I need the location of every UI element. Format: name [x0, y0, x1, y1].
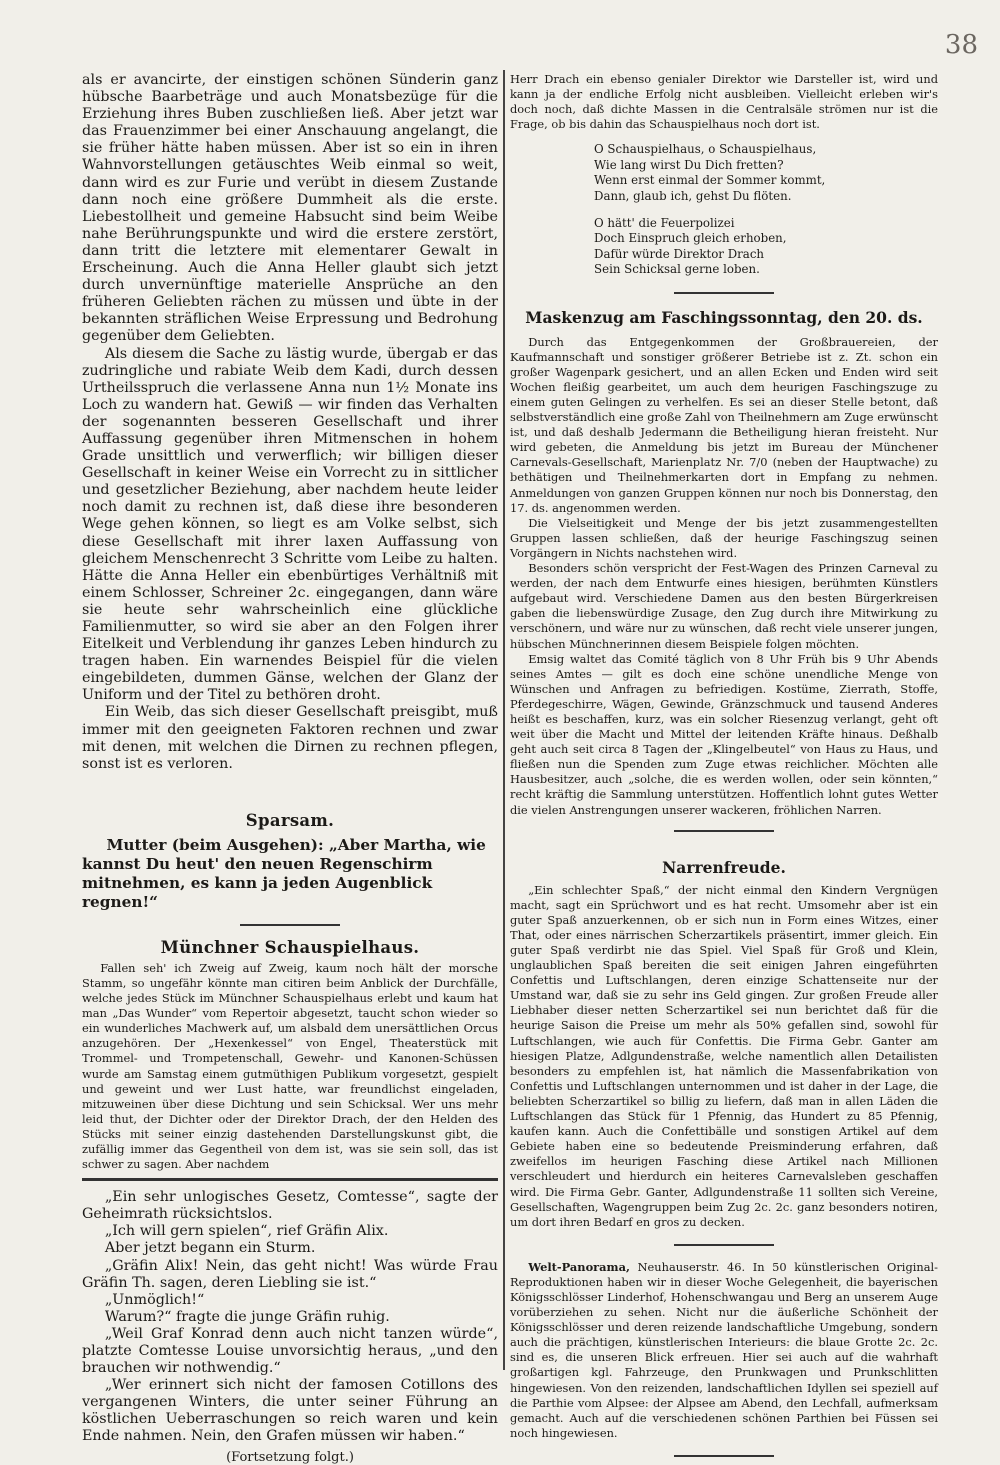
poem-line: O Schauspielhaus, o Schauspielhaus, — [594, 142, 817, 157]
narrenfreude-text: „Ein schlechter Spaß,“ der nicht einmal den Kindern Vergnügen macht, sagt ein Sprüchwort und es hat recht. Umsomehr aber ist ein guter Spaß anzuerkennen, ob er sich nun in Form eines Witzes, einer That, oder eines närrischen Scherzartikels präsentirt, immer gleich. Ein guter Spaß verdirbt nie das Spiel. Viel Spaß für Groß und Klein, unglaublichen Spaß bereiten die seit einigen Jahren eingeführten Confettis und Luftschlangen, deren einzige Schattenseite nur der Umstand war, daß sie zu sehr ins Geld gingen. Zur großen Freude aller Liebhaber dieser netten Scherzartikel sei nun berichtet daß für die heurige Saison die Preise um mehr als 50% gefallen sind, sowohl für Luftschlangen, wie auch für Confettis. Die Firma Gebr. Ganter am hiesigen Platze, Adlgundenstraße, welche namentlich allen Detailisten besonders zu empfehlen ist, hat nämlich die Massenfabrikation von Confettis und Luftschlangen unternommen und ist daher in der Lage, die beliebten Scherzartikel so billig zu liefern, daß man in allen Läden die Luftschlangen das Stück für 1 Pfennig, das Hundert zu 85 Pfennig, kaufen kann. Auch die Confettibälle und sonstigen Artikel auf dem Gebiete haben eine so bedeutende Preisminderung erfahren, daß zweifellos im heurigen Fasching diese Artikel nach Millionen verschleudert und hierdurch ein heiteres Carnevalsleben geschaffen wird. Die Firma Gebr. Ganter, Adlgundenstraße 11 sollten sich Vereine, Gesellschaften, Wagengruppen beim Zug 2c. 2c. ganz besonders notiren, um dort ihren Bedarf en gros zu decken. — [510, 882, 938, 1229]
column-divider — [503, 70, 505, 1370]
story-line: „Wer erinnert sich nicht der famosen Cotillons des vergangenen Winters, die unter seiner Führung an köstlichen Ueberraschungen so reich waren und kein Ende nahmen. Nein, den Grafen müssen wir haben.“ — [82, 1377, 498, 1445]
story-line: Warum?“ fragte die junge Gräfin ruhig. — [104, 1308, 390, 1325]
welt-panorama-text — [510, 1260, 938, 1441]
story-line: „Unmöglich!“ — [104, 1291, 205, 1308]
story-paragraph: Ein Weib, das sich dieser Gesellschaft preisgibt, muß immer mit den geeigneten Faktoren rechnen und zwar mit denen, mit welchen die Dirnen zu rechnen pflegen, sonst ist es verloren. — [82, 704, 498, 772]
story-line: „Ein sehr unlogisches Gesetz, Comtesse“, sagte der Geheimrath rücksichtslos. — [82, 1189, 498, 1223]
story-line: „Gräfin Alix! Nein, das geht nicht! Was würde Frau Gräfin Th. sagen, deren Liebling sie ist.“ — [82, 1257, 498, 1291]
schauspielhaus-text: Fallen seh' ich Zweig auf Zweig, kaum noch hält der morsche Stamm, so ungefähr könnte man citiren beim Anblick der Durchfälle, welche jedes Stück im Münchner Schauspielhaus erlebt und kaum hat man „Das Wunder“ vom Repertoir abgesetzt, taucht schon wieder so ein wunderliches Machwerk auf, um alsbald dem unersättlichen Orcus anzugehören. Der „Hexenkessel“ von Engel, Theaterstück mit Trommel- und Trompetenschall, Gewehr- und Kanonen-Schüssen wurde am Samstag einem gutmüthigen Publikum vorgesetzt, gespielt und geweint und wer Lust hatte, war freundlichst eingeladen, mitzuweinen über diese Dichtung und sein Schicksal. Wer uns mehr leid thut, der Dichter oder der Direktor Drach, der den Helden des Stücks mit seiner einzig dastehenden Darstellungskunst gibt, die zufällig immer das Gegentheil von dem ist, was sie sein soll, das ist schwer zu sagen. Aber nachdem — [82, 960, 498, 1172]
poem-line: Doch Einspruch gleich erhoben, — [594, 231, 787, 246]
poem-line: Wenn erst einmal der Sommer kommt, — [594, 173, 826, 188]
story-paragraph: als er avancirte, der einstigen schönen Sünderin ganz hübsche Baarbeträge und auch Monatsbezüge für die Erziehung ihres Buben zuschließen ließ. Aber jetzt war das Frauenzimmer bei einer Anschauung angelangt, die sie früher hätte haben müssen. Aber ist so ein in ihren Wahnvorstellungen getäuschtes Weib einmal so weit, dann wird es zur Furie und verübt in diesem Zustande dann noch eine größere Dummheit als die erste. Liebestollheit und gemeine Habsucht sind beim Weibe nahe Berührungspunkte und wird die erstere zerstört, dann tritt die letztere mit elementarer Gewalt in Erscheinung. Auch die Anna Heller glaubt sich jetzt durch unvernünftige materielle Ansprüche an den früheren Geliebten rächen zu müssen und übte in der bekannten sträflichen Weise Erpressung und Bedrohung gegenüber dem Geliebten. — [82, 72, 498, 345]
sparsam-title: Sparsam. — [245, 810, 335, 830]
welt-panorama-lead: Welt-Panorama, — [528, 1259, 630, 1274]
right-column — [510, 72, 938, 1457]
left-column — [82, 72, 498, 1465]
maskenzug-title: Maskenzug am Faschingssonntag, den 20. ds. — [525, 307, 923, 327]
poem-line: Wie lang wirst Du Dich fretten? — [594, 157, 784, 172]
story-paragraph: Als diesem die Sache zu lästig wurde, übergab er das zudringliche und rabiate Weib dem Kadi, durch dessen Urtheilsspruch die verlassene Anna nun 1½ Monate ins Loch zu wandern hat. Gewiß — wir finden das Verhalten der sogenannten besseren Gesellschaft und ihrer Auffassung gegenüber ihren Mitmenschen in hohem Grade unsittlich und verwerflich; wir billigen dieser Gesellschaft in keiner Weise ein Vorrecht zu in sittlicher und gesetzlicher Beziehung, aber nachdem heute leider noch damit zu rechnen ist, daß diese ihre besonderen Wege gehen können, so liegt es am Volke selbst, sich diese Gesellschaft mit ihrer laxen Auffassung von gleichem Menschenrecht 3 Schritte vom Leibe zu halten. Hätte die Anna Heller ein ebenbürtiges Verhältniß mit einem Schlosser, Schreiner 2c. eingegangen, dann wäre sie heute sehr wahrscheinlich eine glückliche Familienmutter, so wird sie aber an den Folgen ihrer Eitelkeit und Verblendung ihr ganzes Leben hindurch zu tragen haben. Ein warnendes Beispiel für die vielen eingebildeten, dummen Gänse, welchen der Glanz der Uniform und der Titel zu bethören droht. — [82, 345, 498, 704]
story-line: „Weil Graf Konrad denn auch nicht tanzen würde“, platzte Comtesse Louise unvorsichtig heraus, „und den brauchen wir nothwendig.“ — [82, 1325, 498, 1377]
welt-panorama-body: Neuhauserstr. 46. In 50 künstlerischen Original-Reproduktionen haben wir in dieser Woche Gelegenheit, die bayerischen Königsschlösser Linderhof, Hohenschwangau und Berg an unserem Auge vorüberziehen zu sehen. Nicht nur die äußerliche Schönheit der Königsschlösser und deren reizende landschaftliche Umgebung, sondern auch die prächtigen, künstlerischen Interieurs: die blaue Grotte 2c. 2c. sind es, die unseren Blick erfreuen. Hier sei auch auf die wahrhaft großartigen kgl. Fahrzeuge, den Prunkwagen und Prunkschlitten hingewiesen. Von den reizenden, landschaftlichen Idyllen sei speziell auf die Parthie vom Alpsee: der Alpsee am Abend, den Lechfall, aufmerksam gemacht. Auch auf die verschiedenen schönen Parthien bei Füssen sei noch hingewiesen. — [510, 1259, 938, 1440]
story-line: Aber jetzt begann ein Sturm. — [104, 1240, 316, 1257]
sparsam-joke: Mutter (beim Ausgehen): „Aber Martha, wie kannst Du heut' den neuen Regenschirm mitnehmen, es kann ja jeden Augenblick regnen!“ — [82, 835, 486, 911]
section-divider — [674, 1455, 774, 1457]
maskenzug-paragraph: Emsig waltet das Comité täglich von 8 Uhr Früh bis 9 Uhr Abends seines Amtes — gilt es doch eine schöne unendliche Menge von Wünschen und Anfragen zu befriedigen. Kostüme, Zierrath, Stoffe, Pferdegeschirre, Wägen, Gewinde, Gränzschmuck und tausend Anderes heißt es beschaffen, kurz, was ein solcher Riesenzug verlangt, geht oft weit über die Macht und Mittel der leitenden Kräfte hinaus. Deßhalb geht auch seit circa 8 Tagen der „Klingelbeutel“ von Haus zu Haus, und fließen nun die Spenden zum Zuge etwas reichlicher. Möchten alle Hausbesitzer, auch „solche, die es werden wollen, oder sein könnten,“ recht kräftig die Sammlung unterstützen. Hoffentlich lohnt gutes Wetter die vielen Anstrengungen unserer wackeren, fröhlichen Narren. — [510, 651, 938, 817]
maskenzug-paragraph: Die Vielseitigkeit und Menge der bis jetzt zusammengestellten Gruppen lassen schließen, daß der heurige Faschingszug seinen Vorgängern in Nichts nachstehen wird. — [510, 515, 938, 560]
poem-line: Dafür würde Direktor Drach — [594, 246, 765, 261]
maskenzug-paragraph: Besonders schön verspricht der Fest-Wagen des Prinzen Carneval zu werden, der nach dem Entwurfe eines hiesigen, berühmten Künstlers aufgebaut wird. Verschiedene Damen aus den besten Bürgerkreisen gaben die liebenswürdige Zusage, den Zug durch ihre Mitwirkung zu verschönern, und wäre nur zu wünschen, daß recht viele unserer jungen, hübschen Münchnerinnen diesem Beispiele folgen möchten. — [510, 561, 938, 651]
narrenfreude-title: Narrenfreude. — [662, 857, 786, 877]
continued-label: (Fortsetzung folgt.) — [226, 1449, 354, 1465]
maskenzug-paragraph: Durch das Entgegenkommen der Großbrauereien, der Kaufmannschaft und sonstiger größerer Betriebe ist z. Zt. schon ein großer Wagenpark gesichert, und an allen Ecken und Enden wird seit Wochen fleißig gearbeitet, um auch dem heurigen Faschingszuge zu einem guten Gelingen zu verhelfen. Es sei an dieser Stelle betont, daß selbstverständlich eine große Zahl von Theilnehmern am Zuge erwünscht ist, und daß deshalb Jedermann die Betheiligung hieran freisteht. Nur wird gebeten, die Anmeldung bis jetzt im Bureau der Münchener Carnevals-Gesellschaft, Marienplatz Nr. 7/0 (neben der Hauptwache) zu bethätigen und Theilnehmerkarten dort in Empfang zu nehmen. Anmeldungen von ganzen Gruppen können nur noch bis Donnerstag, den 17. ds. angenommen werden. — [510, 334, 938, 515]
poem-line: Sein Schicksal gerne loben. — [594, 262, 760, 277]
poem-line: O hätt' die Feuerpolizei — [594, 216, 735, 230]
story-line: „Ich will gern spielen“, rief Gräfin Alix. — [104, 1223, 389, 1240]
schauspielhaus-title: Münchner Schauspielhaus. — [160, 937, 420, 957]
page-number: 38 — [944, 30, 978, 60]
poem-line: Dann, glaub ich, gehst Du flöten. — [594, 188, 792, 203]
theater-continuation: Herr Drach ein ebenso genialer Direktor wie Darsteller ist, wird und kann ja der endliche Erfolg nicht ausbleiben. Vielleicht erleben wir's doch noch, daß dichte Massen in die Centralsäle strömen nur ist die Frage, ob bis dahin das Schauspielhaus noch dort ist. — [510, 72, 938, 132]
